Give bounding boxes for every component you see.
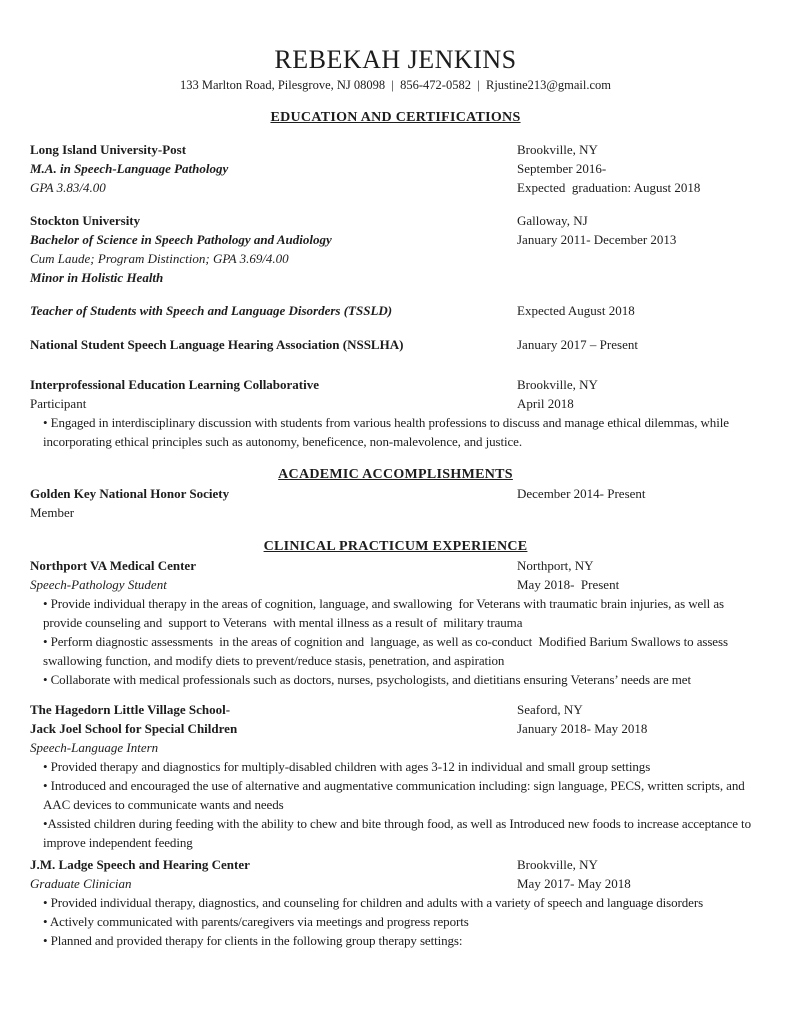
bullet-item: • Provided therapy and diagnostics for multiply-disabled children with ages 3-12 in individual and small group settings: [43, 759, 651, 774]
bullet-item: •Assisted children during feeding with the ability to chew and bite through food, as well as Introduced new foods to increase acceptance to improve independent feeding: [43, 816, 755, 850]
entry-left-text: Bachelor of Science in Speech Pathology and Audiology: [30, 232, 332, 247]
entry-right-text: [517, 268, 761, 287]
entry-row: [30, 178, 761, 197]
section-heading: EDUCATION AND CERTIFICATIONS: [270, 110, 521, 125]
resume-name: REBEKAH JENKINS: [274, 45, 517, 74]
entry-left-text: Northport VA Medical Center: [30, 558, 196, 573]
entry-right-text: Brookville, NY: [517, 377, 598, 392]
entry-right-text: Brookville, NY: [517, 142, 598, 157]
entry-row: [30, 159, 761, 178]
entry-left-text: Participant: [30, 396, 87, 411]
entry-right-text: Brookville, NY: [517, 857, 598, 872]
entry-row: [30, 556, 761, 575]
entry-left-text: Member: [30, 505, 75, 520]
entry-row: [30, 484, 761, 503]
entry-right-text: January 2017 – Present: [517, 337, 638, 352]
entry: [30, 556, 761, 689]
resume-body: [30, 108, 761, 950]
entry-left-text: M.A. in Speech-Language Pathology: [30, 161, 229, 176]
entry-row: [30, 140, 761, 159]
bullet-item: • Actively communicated with parents/caregivers via meetings and progress reports: [43, 914, 469, 929]
entry-right-text: January 2018- May 2018: [517, 721, 648, 736]
entry-row: [30, 394, 761, 413]
entry-right-text: May 2017- May 2018: [517, 876, 631, 891]
bullet-item: • Engaged in interdisciplinary discussion with students from various health professions to discuss and manage ethical dilemmas, while incorporating ethical principles such as autonomy, beneficence, non-malevolence, and justice.: [43, 415, 733, 449]
entry-right-text: [517, 738, 761, 757]
entry: [30, 484, 761, 522]
entry-right-text: April 2018: [517, 396, 574, 411]
entry: [30, 335, 761, 354]
entry-row: [30, 375, 761, 394]
entry-right-text: January 2011- December 2013: [517, 232, 677, 247]
entry: [30, 375, 761, 451]
entry-left-text: Jack Joel School for Special Children: [30, 721, 238, 736]
entry: [30, 301, 761, 320]
entry-left-text: Stockton University: [30, 213, 141, 228]
entry-left-text: National Student Speech Language Hearing Association (NSSLHA): [30, 337, 404, 352]
entry: [30, 700, 761, 852]
entry: [30, 211, 761, 287]
entry-row: [30, 211, 761, 230]
entry-row: [30, 301, 761, 320]
entry-row: [30, 700, 761, 719]
bullet-item: • Planned and provided therapy for clients in the following group therapy settings:: [43, 933, 463, 948]
bullet-item: • Collaborate with medical professionals such as doctors, nurses, psychologists, and dietitians ensuring Veterans’ needs are met: [43, 672, 691, 687]
entry-right-text: Seaford, NY: [517, 702, 583, 717]
entry-right-text: September 2016-: [517, 161, 607, 176]
entry-row: [30, 575, 761, 594]
section-heading: CLINICAL PRACTICUM EXPERIENCE: [263, 539, 528, 554]
entry-right-text: Expected August 2018: [517, 303, 635, 318]
entry-left-text: Long Island University-Post: [30, 142, 187, 157]
entry-right-text: Expected graduation: August 2018: [517, 180, 701, 195]
entry-row: [30, 855, 761, 874]
entry-row: [30, 719, 761, 738]
entry-left-text: Interprofessional Education Learning Collaborative: [30, 377, 320, 392]
entry-right-text: May 2018- Present: [517, 577, 620, 592]
section-heading: ACADEMIC ACCOMPLISHMENTS: [278, 467, 513, 482]
entry-left-text: Teacher of Students with Speech and Language Disorders (TSSLD): [30, 303, 393, 318]
entry-left-text: Graduate Clinician: [30, 876, 132, 891]
entry-right-text: [517, 249, 761, 268]
entry-left-text: Speech-Language Intern: [30, 740, 159, 755]
entry-right-text: December 2014- Present: [517, 486, 646, 501]
entry: [30, 855, 761, 950]
entry-row: [30, 249, 761, 268]
entry-left-text: The Hagedorn Little Village School-: [30, 702, 231, 717]
resume-contact: 133 Marlton Road, Pilesgrove, NJ 08098 | 856-472-0582 | Rjustine213@gmail.com: [179, 78, 612, 92]
entry-right-text: [517, 503, 761, 522]
entry-right-text: Galloway, NJ: [517, 213, 588, 228]
entry-left-text: Minor in Holistic Health: [30, 270, 164, 285]
entry-left-text: Speech-Pathology Student: [30, 577, 167, 592]
entry-left-text: J.M. Ladge Speech and Hearing Center: [30, 857, 250, 872]
entry-row: [30, 230, 761, 249]
entry-row: [30, 335, 761, 354]
bullet-item: • Introduced and encouraged the use of alternative and augmentative communication including: sign language, PECS, written scripts, and AAC devices to communicate wants and needs: [43, 778, 748, 812]
entry-left-text: Golden Key National Honor Society: [30, 486, 230, 501]
entry: [30, 140, 761, 197]
entry-row: [30, 738, 761, 757]
entry-row: [30, 503, 761, 522]
entry-row: [30, 268, 761, 287]
entry-right-text: Northport, NY: [517, 558, 594, 573]
entry-left-text: GPA 3.83/4.00: [30, 180, 106, 195]
bullet-item: • Provided individual therapy, diagnostics, and counseling for children and adults with a variety of speech and language disorders: [43, 895, 704, 910]
bullet-item: • Provide individual therapy in the areas of cognition, language, and swallowing for Veterans with traumatic brain injuries, as well as provide counseling and support to Veterans with mental illness as a result of military trauma: [43, 596, 728, 630]
entry-row: [30, 874, 761, 893]
entry-left-text: Cum Laude; Program Distinction; GPA 3.69/4.00: [30, 251, 289, 266]
bullet-item: • Perform diagnostic assessments in the areas of cognition and language, as well as co-conduct Modified Barium Swallows to assess swallowing function, and modify diets to prevent/reduce stasis, penetration, and aspiration: [43, 634, 732, 668]
